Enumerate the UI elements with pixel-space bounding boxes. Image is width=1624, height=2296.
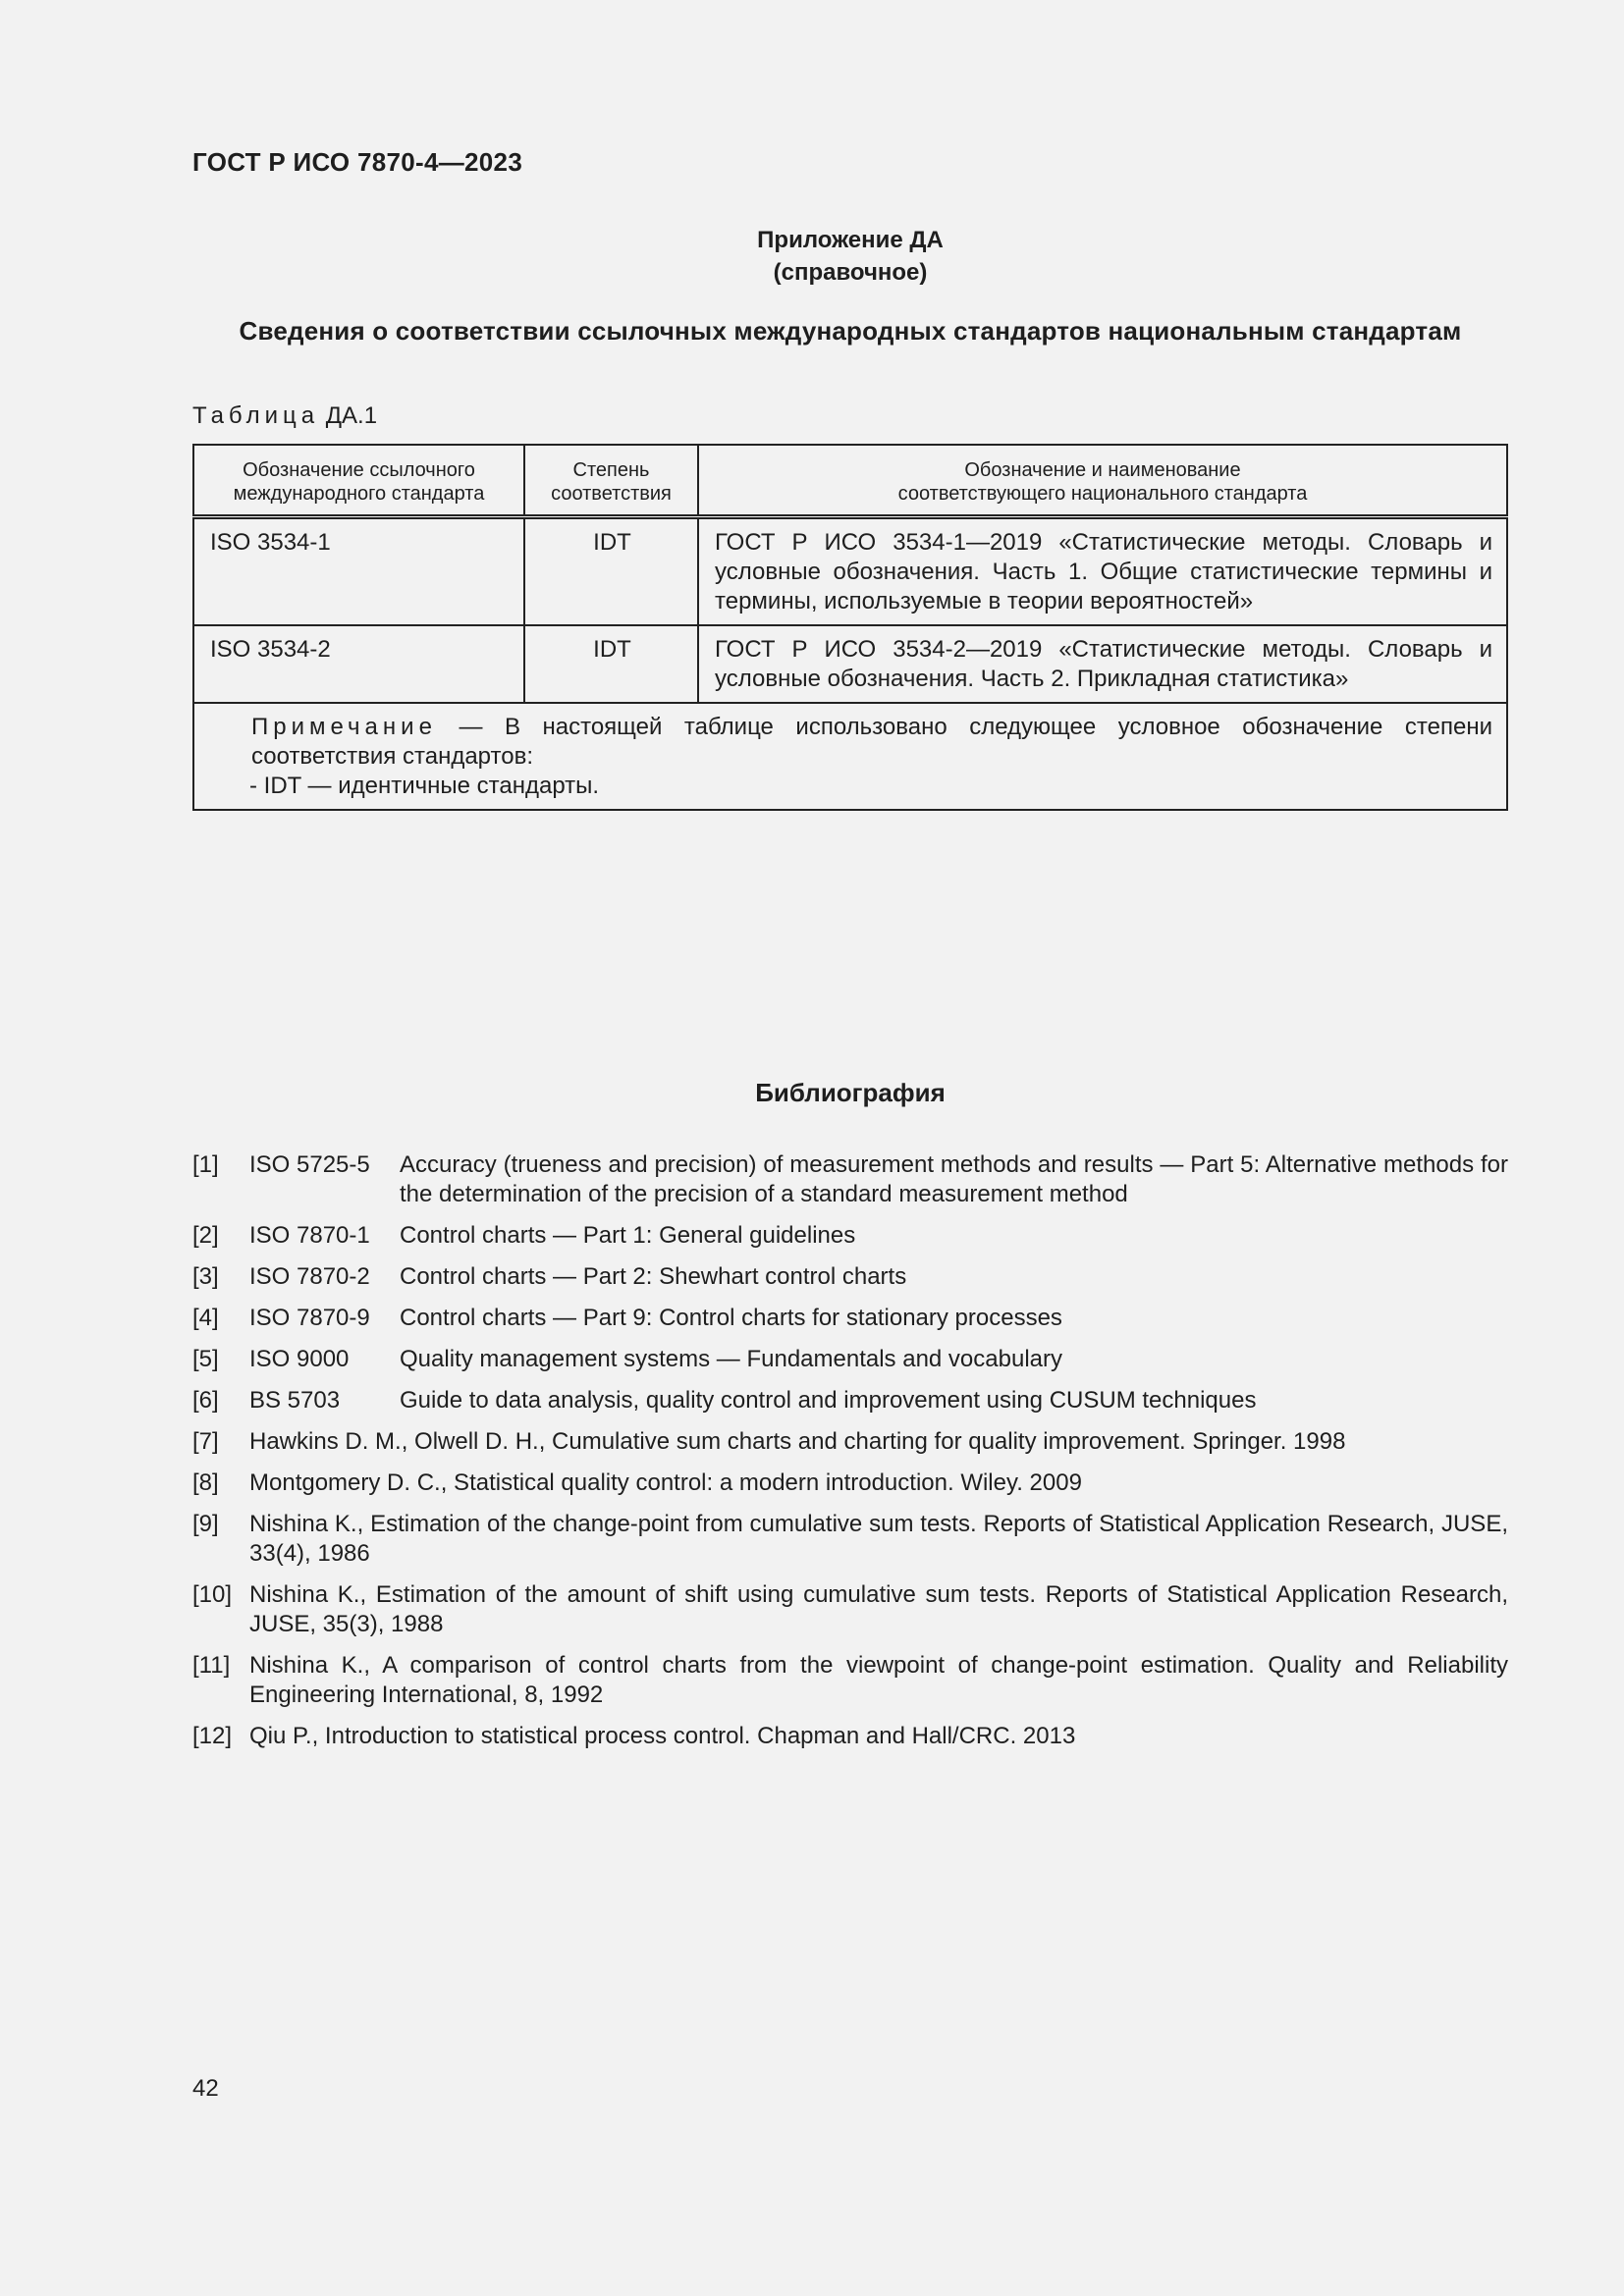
cell-degree: IDT bbox=[524, 625, 698, 703]
header-degree: Степень соответствия bbox=[524, 445, 698, 517]
cell-national: ГОСТ Р ИСО 3534-1—2019 «Статистические методы. Словарь и условные обозначения. Часть 1. Общие статистические термины и термины, используемые в теории вероятностей» bbox=[698, 517, 1507, 626]
cell-degree: IDT bbox=[524, 517, 698, 626]
table-note bbox=[193, 703, 1507, 810]
bibliography-item bbox=[192, 1262, 1508, 1292]
table-note-row bbox=[193, 703, 1507, 810]
table-caption-number: ДА.1 bbox=[325, 402, 378, 429]
bib-text: Guide to data analysis, quality control and improvement using CUSUM techniques bbox=[400, 1387, 1257, 1414]
bibliography-item bbox=[192, 1651, 1508, 1710]
bib-number: [7] bbox=[192, 1428, 219, 1455]
bibliography-item bbox=[192, 1510, 1508, 1569]
bibliography-item bbox=[192, 1150, 1508, 1209]
bib-code: ISO 5725-5 bbox=[249, 1151, 370, 1178]
bibliography-item bbox=[192, 1722, 1508, 1751]
page-number: 42 bbox=[192, 2075, 219, 2102]
bib-number: [2] bbox=[192, 1222, 219, 1249]
bibliography-item bbox=[192, 1345, 1508, 1374]
bib-text: Nishina K., Estimation of the change-point from cumulative sum tests. Reports of Statistical Application Research, JUSE, 33(4), 1986 bbox=[249, 1511, 1508, 1567]
table-caption-word: Таблица bbox=[192, 402, 320, 429]
bib-text: Montgomery D. C., Statistical quality control: a modern introduction. Wiley. 2009 bbox=[249, 1469, 1082, 1496]
document-code: ГОСТ Р ИСО 7870-4—2023 bbox=[192, 147, 523, 177]
annex-heading bbox=[192, 224, 1508, 289]
bibliography-item bbox=[192, 1304, 1508, 1333]
table-header-row bbox=[193, 445, 1507, 517]
bib-number: [1] bbox=[192, 1151, 219, 1178]
bib-text: Quality management systems — Fundamentals and vocabulary bbox=[400, 1346, 1062, 1372]
bibliography-item bbox=[192, 1221, 1508, 1251]
bib-text: Control charts — Part 9: Control charts for stationary processes bbox=[400, 1305, 1062, 1331]
cell-national: ГОСТ Р ИСО 3534-2—2019 «Статистические методы. Словарь и условные обозначения. Часть 2. Прикладная статистика» bbox=[698, 625, 1507, 703]
bib-text: Control charts — Part 1: General guidelines bbox=[400, 1222, 856, 1249]
bibliography-title: Библиография bbox=[755, 1078, 946, 1107]
bibliography-item bbox=[192, 1427, 1508, 1457]
annex-status: (справочное) bbox=[773, 259, 928, 286]
bib-number: [11] bbox=[192, 1652, 231, 1679]
bib-text: Qiu P., Introduction to statistical process control. Chapman and Hall/CRC. 2013 bbox=[249, 1723, 1076, 1749]
bib-number: [3] bbox=[192, 1263, 219, 1290]
bibliography-item bbox=[192, 1468, 1508, 1498]
cell-reference: ISO 3534-1 bbox=[193, 517, 524, 626]
bib-text: Accuracy (trueness and precision) of measurement methods and results — Part 5: Alternative methods for the determination of the precision of a standard measurement method bbox=[400, 1151, 1508, 1207]
header-national-standard: Обозначение и наименование соответствующего национального стандарта bbox=[698, 445, 1507, 517]
table-row bbox=[193, 625, 1507, 703]
bib-text: Nishina K., Estimation of the amount of shift using cumulative sum tests. Reports of Statistical Application Research, JUSE, 35(3), 1988 bbox=[249, 1581, 1508, 1637]
bib-code: ISO 7870-9 bbox=[249, 1305, 370, 1331]
bib-text: Control charts — Part 2: Shewhart control charts bbox=[400, 1263, 907, 1290]
bib-code: ISO 9000 bbox=[249, 1346, 350, 1372]
note-text: — В настоящей таблице использовано следующее условное обозначение степени соответствия стандартов: bbox=[251, 714, 1492, 770]
bib-number: [10] bbox=[192, 1581, 233, 1608]
header-reference-standard: Обозначение ссылочного международного стандарта bbox=[193, 445, 524, 517]
bib-text: Hawkins D. M., Olwell D. H., Cumulative sum charts and charting for quality improvement. Springer. 1998 bbox=[249, 1428, 1346, 1455]
bib-code: ISO 7870-1 bbox=[249, 1222, 370, 1249]
bib-number: [12] bbox=[192, 1723, 233, 1749]
bib-code: ISO 7870-2 bbox=[249, 1263, 370, 1290]
bibliography-item bbox=[192, 1580, 1508, 1639]
bib-number: [9] bbox=[192, 1511, 219, 1537]
bib-number: [4] bbox=[192, 1305, 219, 1331]
bibliography-list bbox=[192, 1150, 1508, 1763]
bib-number: [5] bbox=[192, 1346, 219, 1372]
bib-number: [8] bbox=[192, 1469, 219, 1496]
note-label: Примечание bbox=[251, 714, 437, 740]
cell-reference: ISO 3534-2 bbox=[193, 625, 524, 703]
table-caption bbox=[192, 402, 377, 430]
bibliography-item bbox=[192, 1386, 1508, 1415]
annex-title: Сведения о соответствии ссылочных международных стандартов национальным стандартам bbox=[239, 316, 1462, 346]
annex-label: Приложение ДА bbox=[757, 227, 944, 253]
table-row bbox=[193, 517, 1507, 626]
bib-number: [6] bbox=[192, 1387, 219, 1414]
correspondence-table bbox=[192, 444, 1508, 811]
bib-text: Nishina K., A comparison of control charts from the viewpoint of change-point estimation. Quality and Reliability Engineering International, 8, 1992 bbox=[249, 1652, 1508, 1708]
bib-code: BS 5703 bbox=[249, 1387, 341, 1414]
note-item: - IDT — идентичные стандарты. bbox=[249, 773, 600, 799]
